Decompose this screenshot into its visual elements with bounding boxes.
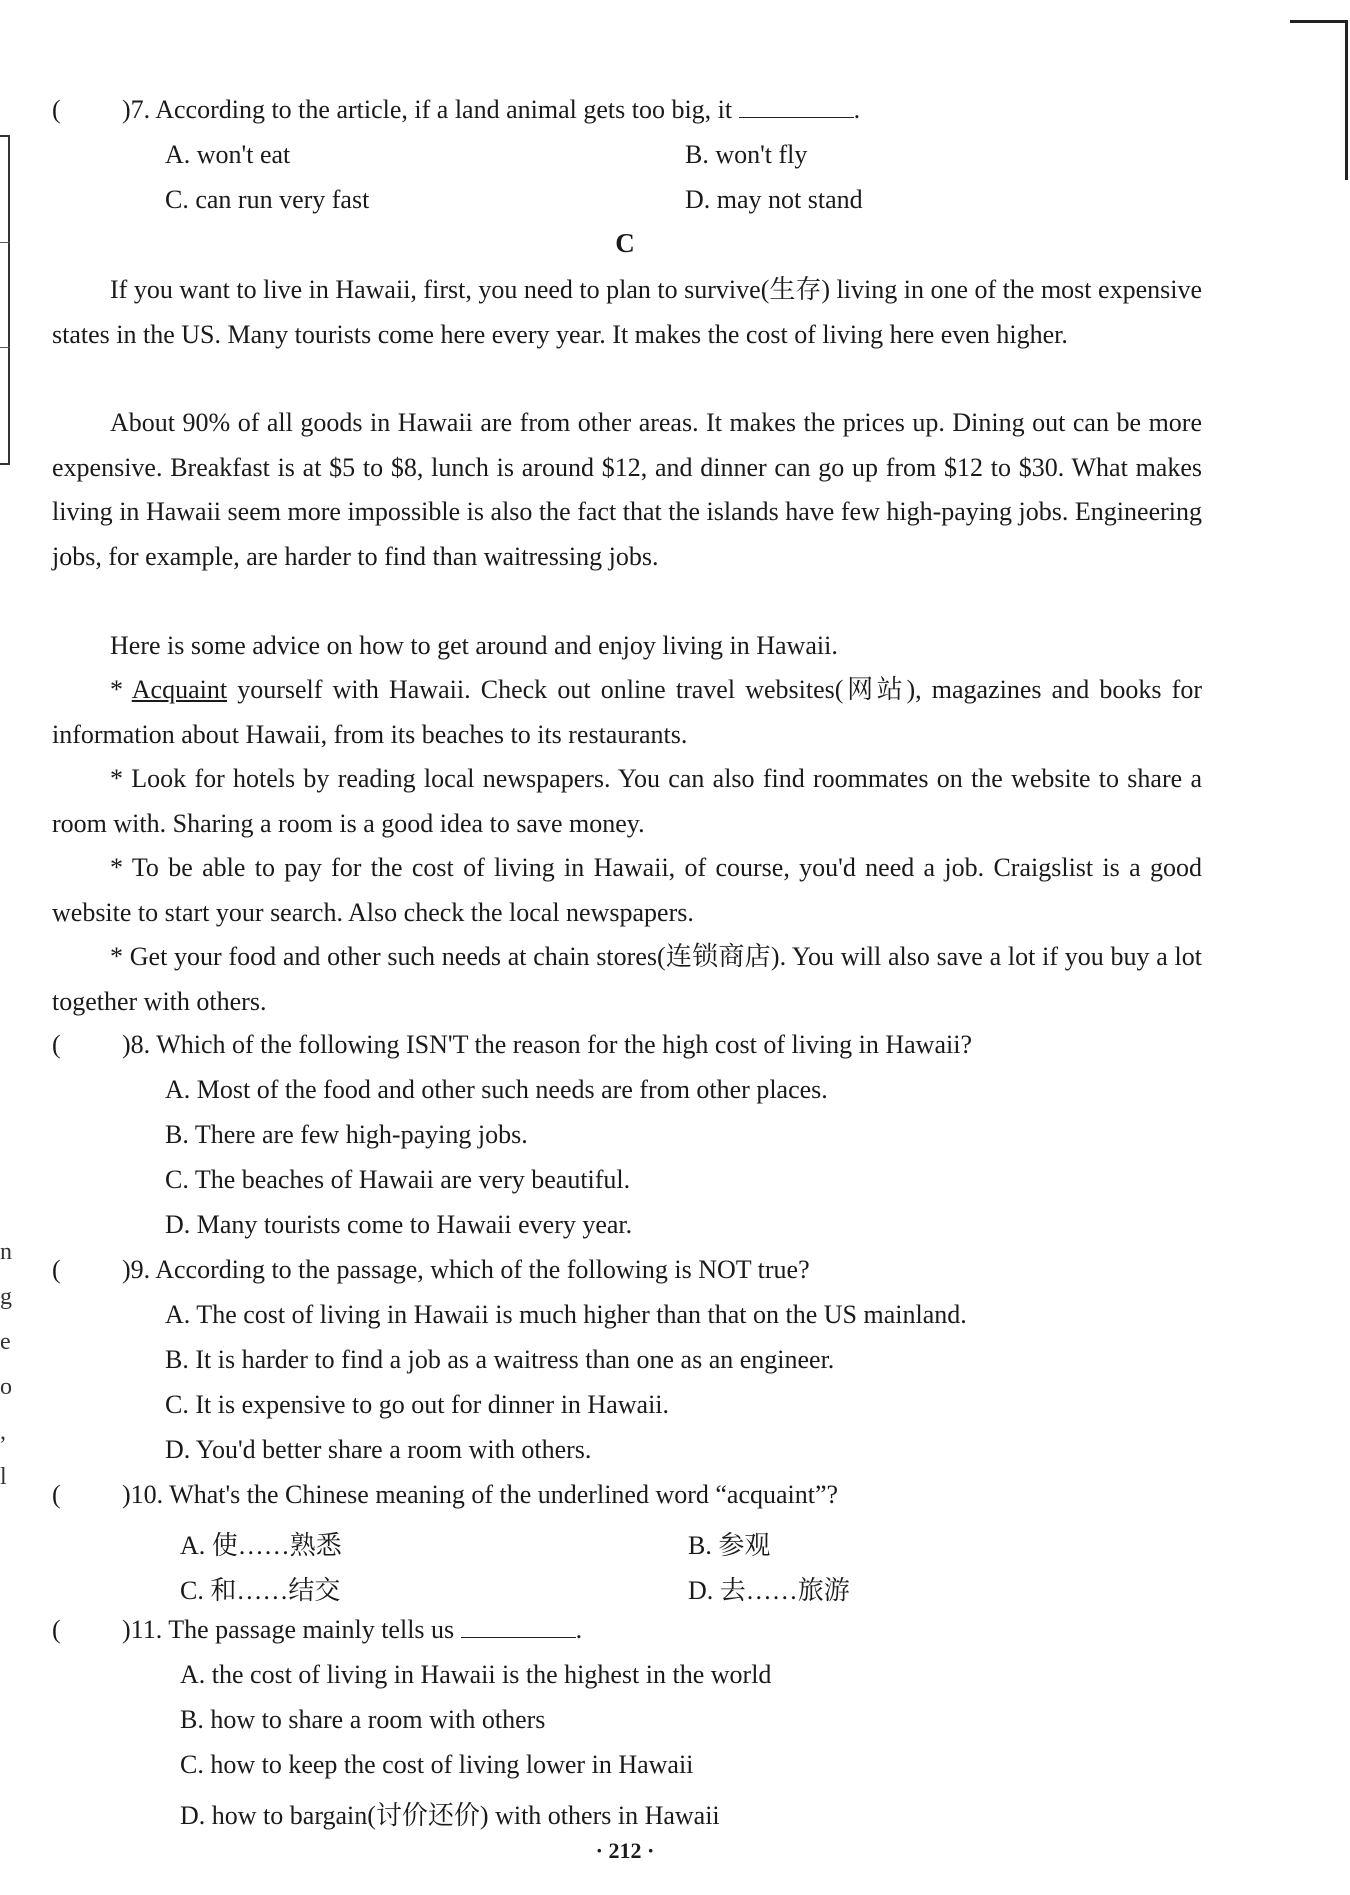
question-stem: )10. What's the Chinese meaning of the underlined word “acquaint”? — [122, 1480, 839, 1509]
section-heading: C — [615, 228, 635, 258]
option-a[interactable]: A. the cost of living in Hawaii is the highest in the world — [180, 1660, 772, 1689]
answer-paren[interactable]: ( — [52, 1030, 61, 1059]
edge-letter: , — [0, 1419, 6, 1445]
edge-letter: l — [0, 1464, 7, 1490]
option-d[interactable]: D. how to bargain(讨价还价) with others in Hawaii — [180, 1801, 720, 1830]
answer-blank[interactable] — [739, 95, 854, 118]
edge-letters — [0, 1230, 14, 1500]
answer-paren[interactable]: ( — [52, 95, 61, 124]
passage-bullet: * To be able to pay for the cost of living in Hawaii, of course, you'd need a job. Craigslist is a good website to start your search. Also check the local newspapers. — [52, 853, 1202, 927]
passage-bullet: * Look for hotels by reading local newspapers. You can also find roommates on the website to share a room with. Sharing a room is a good idea to save money. — [52, 764, 1202, 838]
option-d[interactable]: D. Many tourists come to Hawaii every year. — [165, 1210, 633, 1239]
option-a[interactable]: A. 使……熟悉 — [180, 1531, 342, 1560]
passage-bullet: * Get your food and other such needs at chain stores(连锁商店). You will also save a lot if you buy a lot together with others. — [52, 942, 1202, 1016]
answer-paren[interactable]: ( — [52, 1480, 61, 1509]
option-c[interactable]: C. 和……结交 — [180, 1576, 341, 1605]
option-a[interactable]: A. Most of the food and other such needs are from other places. — [165, 1075, 828, 1104]
option-c[interactable]: C. The beaches of Hawaii are very beautiful. — [165, 1165, 631, 1194]
binding-margin — [0, 135, 10, 465]
question-stem: )11. The passage mainly tells us — [122, 1615, 455, 1644]
passage-paragraph: If you want to live in Hawaii, first, you need to plan to survive(生存) living in one of the most expensive states in the US. Many tourists come here every year. It makes the cost of living here even higher. — [52, 275, 1202, 349]
option-a[interactable]: A. The cost of living in Hawaii is much higher than that on the US mainland. — [165, 1300, 967, 1329]
question-stem: )9. According to the passage, which of the following is NOT true? — [122, 1255, 810, 1284]
page-number: · 212 · — [595, 1838, 655, 1863]
option-b[interactable]: B. 参观 — [688, 1531, 771, 1560]
question-9 — [52, 1255, 810, 1285]
crop-mark — [1345, 20, 1348, 180]
answer-paren[interactable]: ( — [52, 1615, 61, 1644]
edge-letter: e — [0, 1329, 11, 1355]
option-b[interactable]: B. It is harder to find a job as a waitress than one as an engineer. — [165, 1345, 835, 1374]
question-8 — [52, 1030, 972, 1060]
edge-letter: g — [0, 1284, 12, 1310]
underlined-word: Acquaint — [131, 675, 228, 704]
question-7: ( )7. According to the article, if a land animal gets too big, it . — [52, 95, 861, 124]
edge-letter: n — [0, 1239, 12, 1265]
edge-letter: o — [0, 1374, 12, 1400]
option-a[interactable]: A. won't eat — [165, 140, 291, 169]
option-b[interactable]: B. There are few high-paying jobs. — [165, 1120, 528, 1149]
passage-bullet: * Acquaint yourself with Hawaii. Check out online travel websites(网站), magazines and books for information about Hawaii, from its beaches to its restaurants. — [52, 675, 1202, 749]
question-stem: )8. Which of the following ISN'T the reason for the high cost of living in Hawaii? — [122, 1030, 972, 1059]
option-c[interactable]: C. can run very fast — [165, 185, 370, 214]
crop-mark — [1290, 20, 1348, 23]
answer-blank[interactable] — [461, 1615, 576, 1638]
passage-paragraph: About 90% of all goods in Hawaii are from other areas. It makes the prices up. Dining out can be more expensive. Breakfast is at $5 to $8, lunch is around $12, and dinner can go up from $12 to $30. What makes living in Hawaii seem more impossible is also the fact that the islands have few high-paying jobs. Engineering jobs, for example, are harder to find than waitressing jobs. — [52, 408, 1202, 571]
option-b[interactable]: B. how to share a room with others — [180, 1705, 546, 1734]
option-c[interactable]: C. It is expensive to go out for dinner in Hawaii. — [165, 1390, 670, 1419]
option-d[interactable]: D. 去……旅游 — [688, 1576, 850, 1605]
option-d[interactable]: D. You'd better share a room with others. — [165, 1435, 592, 1464]
question-10 — [52, 1480, 838, 1510]
option-c[interactable]: C. how to keep the cost of living lower in Hawaii — [180, 1750, 694, 1779]
option-d[interactable]: D. may not stand — [685, 185, 863, 214]
option-b[interactable]: B. won't fly — [685, 140, 808, 169]
passage-paragraph: Here is some advice on how to get around and enjoy living in Hawaii. — [110, 631, 838, 660]
answer-paren[interactable]: ( — [52, 1255, 61, 1284]
question-stem: )7. According to the article, if a land animal gets too big, it — [122, 95, 733, 124]
question-11: ( )11. The passage mainly tells us . — [52, 1615, 583, 1644]
